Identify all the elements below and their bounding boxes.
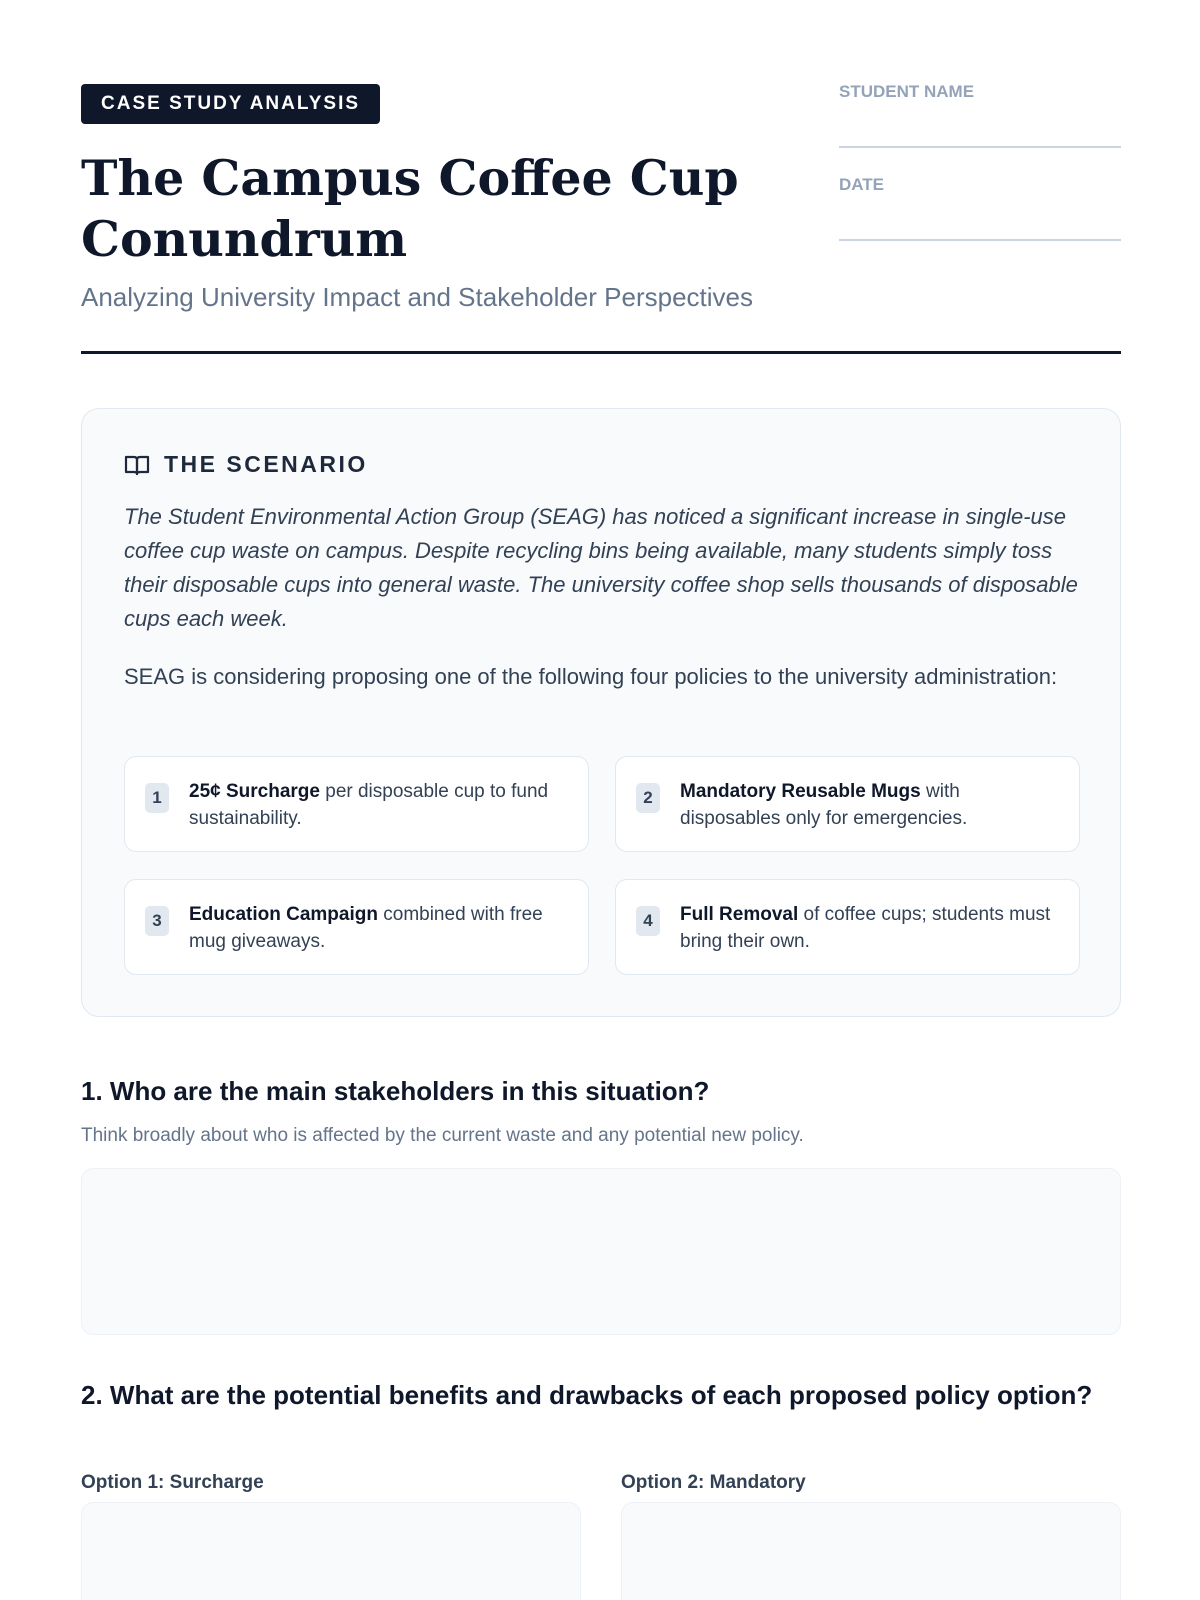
scenario-panel [81,408,1121,1017]
option-title: Education Campaign [189,904,378,925]
option-description: per disposable cup to fund sustainability. [189,781,549,829]
student-name-label: STUDENT NAME [839,82,975,101]
student-meta [839,82,1121,268]
case-study-badge: CASE STUDY ANALYSIS [81,84,380,124]
option-description: combined with free mug giveaways. [189,904,543,952]
policy-option-2 [615,756,1080,852]
option-1-label: Option 1: Surcharge [81,1472,264,1493]
option-title: 25¢ Surcharge [189,781,320,802]
date-label: DATE [839,175,885,194]
option-description: of coffee cups; students must bring their own. [680,904,1051,952]
student-name-field[interactable] [839,82,1121,148]
option-number: 3 [145,906,169,936]
policy-option-4 [615,879,1080,975]
scenario-heading [124,451,1078,478]
option-2-label: Option 2: Mandatory [621,1472,806,1493]
option-text [189,901,570,955]
scenario-intro: SEAG is considering proposing one of the following four policies to the university administration: [124,664,1058,689]
date-field[interactable] [839,175,1121,241]
option-text [680,778,1061,832]
question-2-title: 2. What are the potential benefits and drawbacks of each proposed policy option? [81,1380,1093,1410]
option-number: 2 [636,783,660,813]
question-1-hint: Think broadly about who is affected by the current waste and any potential new policy. [81,1125,804,1146]
question-1-title: 1. Who are the main stakeholders in this situation? [81,1076,710,1106]
page-title: The Campus Coffee Cup Conundrum [81,149,739,268]
question-1-answer-box[interactable] [81,1168,1121,1335]
option-description: with disposables only for emergencies. [680,781,968,829]
option-2-answer-box[interactable] [621,1502,1121,1600]
option-title: Mandatory Reusable Mugs [680,781,921,802]
policy-option-1 [124,756,589,852]
option-title: Full Removal [680,904,799,925]
scenario-description: The Student Environmental Action Group (SEAG) has noticed a significant increase in single-use coffee cup waste on campus. Despite recycling bins being available, many students simply toss their disposable cups into general waste. The university coffee shop sells thousands of disposable cups each week. [124,504,1078,631]
option-number: 1 [145,783,169,813]
option-number: 4 [636,906,660,936]
scenario-title: THE SCENARIO [164,451,368,477]
book-open-icon [124,453,150,477]
policy-option-3 [124,879,589,975]
page-subtitle: Analyzing University Impact and Stakeholder Perspectives [81,282,753,312]
option-text [189,778,570,832]
option-text [680,901,1061,955]
header-divider [81,351,1121,354]
option-1-answer-box[interactable] [81,1502,581,1600]
